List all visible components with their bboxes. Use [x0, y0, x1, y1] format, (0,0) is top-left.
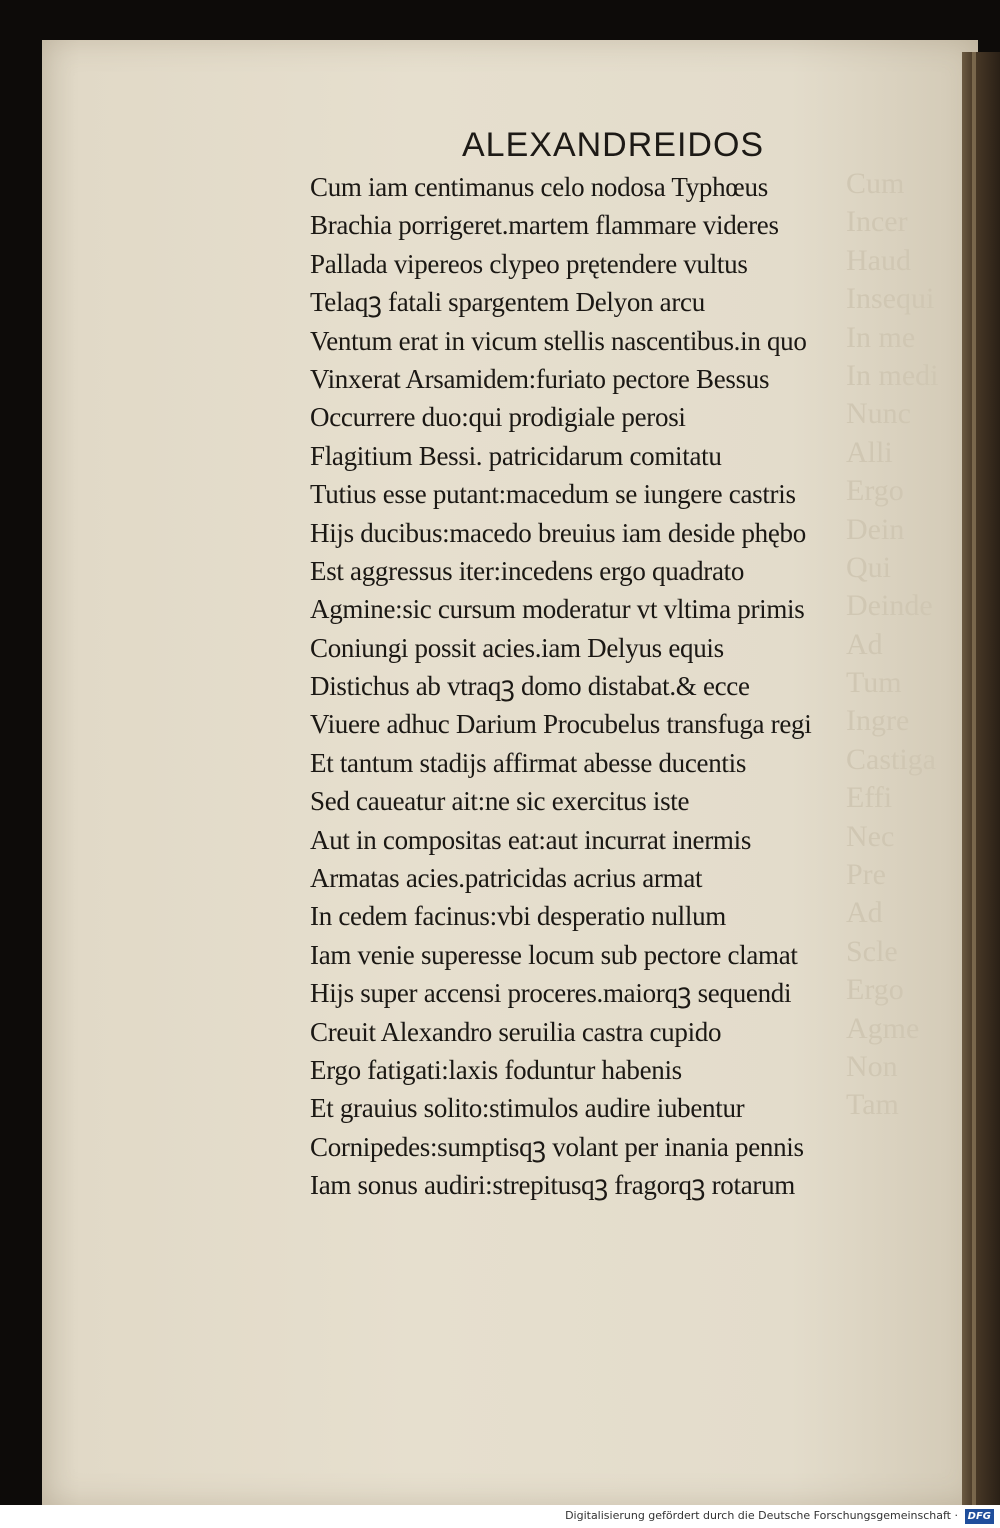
verse-line: Pallada vipereos clypeo prętendere vultus — [310, 248, 748, 279]
facing-page-word: Insequi — [846, 282, 935, 316]
verse-line: Iam sonus audiri:strepitusqꝫ fragorqꝫ rotarum — [310, 1170, 795, 1201]
dfg-logo[interactable]: DFG — [965, 1509, 994, 1524]
verse-line: Agmine:sic cursum moderatur vt vltima primis — [310, 594, 805, 625]
verse-line: Tutius esse putant:macedum se iungere castris — [310, 479, 796, 510]
facing-page-word: Ergo — [846, 973, 904, 1007]
verse-line: Vinxerat Arsamidem:furiato pectore Bessus — [310, 363, 770, 394]
verse-line: Flagitium Bessi. patricidarum comitatu — [310, 440, 722, 471]
verse-line: Distichus ab vtraqꝫ domo distabat.& ecce — [310, 671, 750, 702]
verse-line: Est aggressus iter:incedens ergo quadrato — [310, 555, 745, 586]
facing-page-word: Deinde — [846, 589, 933, 623]
verse-line: Coniungi possit acies.iam Delyus equis — [310, 632, 724, 663]
verse-line: Iam venie superesse locum sub pectore clamat — [310, 939, 798, 970]
facing-page-word: Tum — [846, 666, 902, 700]
verse-line: Hijs super accensi proceres.maiorqꝫ sequendi — [310, 978, 792, 1009]
verse-lines — [310, 168, 910, 1205]
facing-page-word: Haud — [846, 243, 911, 277]
footer-credit-text: Digitalisierung gefördert durch die Deutsche Forschungsgemeinschaft — [565, 1509, 951, 1522]
verse-line: Aut in compositas eat:aut incurrat inermis — [310, 824, 752, 855]
facing-page-word: Tam — [846, 1088, 899, 1122]
verse-line: Et tantum stadijs affirmat abesse ducentis — [310, 747, 747, 778]
verse-line: Creuit Alexandro seruilia castra cupido — [310, 1016, 722, 1047]
verse-line: Cornipedes:sumptisqꝫ volant per inania pennis — [310, 1131, 804, 1162]
verse-line: Viuere adhuc Darium Procubelus transfuga regi — [310, 709, 812, 740]
footer-bar — [0, 1505, 1000, 1528]
verse-line: Ventum erat in vicum stellis nascentibus.in quo — [310, 325, 807, 356]
facing-page-word: Nunc — [846, 397, 911, 431]
verse-line: Et grauius solito:stimulos audire iubentur — [310, 1093, 745, 1124]
facing-page-word: Agme — [846, 1011, 920, 1045]
page-edge-strip — [972, 52, 976, 1505]
facing-page-word: Ingre — [846, 704, 910, 738]
facing-page-word: Castiga — [846, 742, 936, 776]
facing-page-word: Scle — [846, 934, 898, 968]
facing-page-word: In medi — [846, 358, 939, 392]
facing-page-word: Ad — [846, 896, 883, 930]
facing-page-edge — [962, 52, 1000, 1505]
facing-page-word: Incer — [846, 205, 908, 239]
facing-page-word: Qui — [846, 550, 891, 584]
facing-page-word: Non — [846, 1049, 898, 1083]
footer-separator: · — [954, 1509, 958, 1522]
facing-page-word: Dein — [846, 512, 905, 546]
facing-page-word: Ergo — [846, 474, 904, 508]
verse-line: Hijs ducibus:macedo breuius iam deside phębo — [310, 517, 806, 548]
verse-line: Telaqꝫ fatali spargentem Delyon arcu — [310, 287, 705, 318]
facing-page-word: Effi — [846, 781, 893, 815]
verse-line: Occurrere duo:qui prodigiale perosi — [310, 402, 686, 433]
facing-page-word: Cum — [846, 167, 905, 200]
verse-line: Sed caueatur ait:ne sic exercitus iste — [310, 786, 690, 817]
verse-line: Brachia porrigeret.martem flammare videres — [310, 210, 779, 241]
footer-credit — [565, 1509, 958, 1522]
facing-page-word: Ad — [846, 627, 883, 661]
verse-line: Cum iam centimanus celo nodosa Typhœus — [310, 172, 768, 202]
facing-page-word: In me — [846, 320, 916, 354]
facing-page-word: Nec — [846, 819, 895, 853]
verse-line: Ergo fatigati:laxis foduntur habenis — [310, 1054, 682, 1085]
verse-line: In cedem facinus:vbi desperatio nullum — [310, 901, 726, 932]
facing-page-word: Alli — [846, 435, 893, 469]
page-heading: ALEXANDREIDOS — [462, 126, 765, 164]
verse-line: Armatas acies.patricidas acrius armat — [310, 863, 703, 894]
facing-page-word: Pre — [846, 858, 886, 892]
